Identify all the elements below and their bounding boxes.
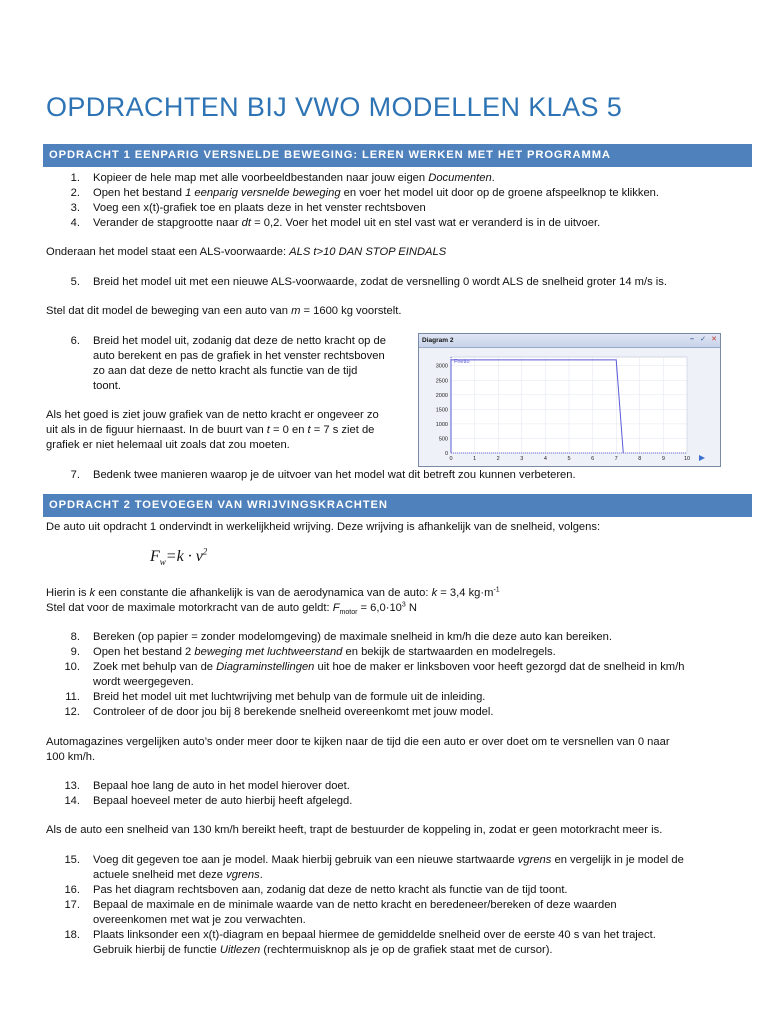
item-10-line-2: wordt weergegeven.: [93, 676, 194, 688]
automagazines-line-2: 100 km/h.: [46, 751, 96, 763]
item-17-text: Bepaal de maximale en de minimale waarde van de netto kracht en beredeneer/bereken of deze waarden: [93, 899, 617, 911]
x-tick-label: 0: [449, 456, 453, 462]
item-7-number: 7.: [70, 469, 80, 481]
item-18-number: 18.: [64, 929, 80, 941]
graph-paragraph-line-1: Als het goed is ziet jouw grafiek van de netto kracht er ongeveer zo: [46, 409, 379, 421]
item-17-number: 17.: [64, 899, 80, 911]
item-8-text: Bereken (op papier = zonder modelomgeving) de maximale snelheid in km/h die deze auto kan bereiken.: [93, 631, 612, 643]
y-tick-label: 2000: [435, 392, 448, 399]
x-tick-label: 3: [520, 456, 524, 462]
item-1-text: Kopieer de hele map met alle voorbeeldbestanden naar jouw eigen Documenten.: [93, 172, 495, 184]
y-tick-label: 1000: [435, 421, 448, 428]
item-3-number: 3.: [70, 202, 80, 214]
page-title: OPDRACHTEN BIJ VWO MODELLEN KLAS 5: [46, 92, 623, 122]
check-icon[interactable]: ✓: [700, 336, 706, 343]
x-tick-label: 9: [661, 456, 665, 462]
item-11-number: 11.: [65, 691, 80, 703]
friction-formula: $F_w=k \cdot v^2$: [150, 546, 208, 568]
diagram-window-title: Diagram 2: [422, 337, 454, 344]
diagram-chart: [419, 347, 720, 466]
graph-paragraph-line-3: grafiek er niet helemaal uit zoals dat zou moeten.: [46, 439, 290, 451]
item-16-number: 16.: [64, 884, 80, 896]
x-tick-label: 2: [496, 456, 500, 462]
diagram-titlebar: [419, 334, 720, 348]
item-10-number: 10.: [64, 661, 80, 673]
section-2-header: OPDRACHT 2 TOEVOEGEN VAN WRIJVINGSKRACHTEN: [43, 494, 752, 517]
item-4-number: 4.: [70, 217, 80, 229]
section-1-header: OPDRACHT 1 EENPARIG VERSNELDE BEWEGING: LEREN WERKEN MET HET PROGRAMMA: [43, 144, 752, 167]
x-tick-label: 5: [567, 456, 571, 462]
item-6-line-2: auto berekent en pas de grafiek in het venster rechtsboven: [93, 350, 385, 362]
item-6-line-3: zo aan dat deze de netto kracht als functie van de tijd: [93, 365, 358, 377]
y-tick-label: 2500: [435, 378, 448, 385]
item-13-number: 13.: [64, 780, 80, 792]
play-icon: [699, 455, 705, 461]
x-tick-label: 10: [683, 456, 691, 462]
item-15-line-2: actuele snelheid met deze vgrens.: [93, 869, 263, 881]
item-9-text: Open het bestand 2 beweging met luchtweerstand en bekijk de startwaarden en modelregels.: [93, 646, 556, 658]
mass-paragraph: Stel dat dit model de beweging van een auto van m = 1600 kg voorstelt.: [46, 305, 402, 317]
y-tick-label: 500: [438, 436, 448, 443]
x-tick-label: 6: [591, 456, 595, 462]
item-5-number: 5.: [70, 276, 80, 288]
item-10-text: Zoek met behulp van de Diagraminstellingen uit hoe de maker er linksboven voor heeft gezorgd dat de snelheid in km/h: [93, 661, 685, 673]
item-12-text: Controleer of de door jou bij 8 berekende snelheid overeenkomt met jouw model.: [93, 706, 494, 718]
item-2-text: Open het bestand 1 eenparig versnelde beweging en voer het model uit door op de groene afspeelknop te klikken.: [93, 187, 659, 199]
x-tick-label: 8: [638, 456, 642, 462]
automagazines-line-1: Automagazines vergelijken auto’s onder meer door te kijken naar de tijd die een auto er over doet om te versnellen van 0 naar: [46, 736, 670, 748]
item-12-number: 12.: [64, 706, 80, 718]
x-tick-label: 4: [543, 456, 547, 462]
item-14-text: Bepaal hoeveel meter de auto hierbij heeft afgelegd.: [93, 795, 353, 807]
item-15-number: 15.: [64, 854, 80, 866]
graph-paragraph-line-2: uit als in de figuur hiernaast. In de buurt van t = 0 en t = 7 s ziet de: [46, 424, 375, 436]
item-14-number: 14.: [64, 795, 80, 807]
legend-label: Fnetto: [454, 359, 470, 365]
item-8-number: 8.: [70, 631, 80, 643]
als-condition-paragraph: Onderaan het model staat een ALS-voorwaarde: ALS t>10 DAN STOP EINDALS: [46, 246, 447, 258]
item-6-line-4: toont.: [93, 380, 121, 392]
x-tick-label: 1: [473, 456, 477, 462]
item-6-number: 6.: [70, 335, 80, 347]
item-6-line-1: Breid het model uit, zodanig dat deze de netto kracht op de: [93, 335, 386, 347]
item-1-number: 1.: [70, 172, 80, 184]
max-motor-force-line: Stel dat voor de maximale motorkracht van de auto geldt: $F_{motor} = 6,0\cdot 10^3$ N: [46, 601, 418, 617]
item-4-text: Verander de stapgrootte naar dt = 0,2. Voer het model uit en stel vast wat er veranderd is in de uitvoer.: [93, 217, 601, 229]
item-16-text: Pas het diagram rechtsboven aan, zodanig dat deze de netto kracht als functie van de tijd toont.: [93, 884, 568, 896]
item-3-text: Voeg een x(t)-grafiek toe en plaats deze in het venster rechtsboven: [93, 202, 426, 214]
clutch-paragraph: Als de auto een snelheid van 130 km/h bereikt heeft, trapt de bestuurder de koppeling in, zodat er geen motorkracht meer is.: [46, 824, 663, 836]
item-2-number: 2.: [70, 187, 80, 199]
item-11-text: Breid het model uit met luchtwrijving met behulp van de formule uit de inleiding.: [93, 691, 486, 703]
y-tick-label: 1500: [435, 407, 448, 414]
y-tick-label: 3000: [435, 363, 448, 370]
constant-k-line: Hierin is k een constante die afhankelijk is van de aerodynamica van de auto: k = 3,4 $kg\cdot m^{-1}$: [46, 586, 500, 599]
y-tick-label: 0: [444, 451, 448, 457]
item-7-text: Bedenk twee manieren waarop je de uitvoer van het model wat dit betreft zou kunnen verbeteren.: [93, 469, 576, 481]
minimize-icon[interactable]: –: [690, 336, 694, 343]
item-17-line-2: overeenkomen met wat je zou verwachten.: [93, 914, 306, 926]
item-9-number: 9.: [70, 646, 80, 658]
diagram-window: [418, 333, 721, 467]
item-15-text: Voeg dit gegeven toe aan je model. Maak hierbij gebruik van een nieuwe startwaarde vgrens en vergelijk in je model de: [93, 854, 684, 866]
section-2-intro: De auto uit opdracht 1 ondervindt in werkelijkheid wrijving. Deze wrijving is afhankelijk van de snelheid, volgens:: [46, 521, 601, 533]
x-tick-label: 7: [614, 456, 618, 462]
item-18-line-2: Gebruik hierbij de functie Uitlezen (rechtermuisknop als je op de grafiek staat met de cursor).: [93, 944, 553, 956]
item-5-text: Breid het model uit met een nieuwe ALS-voorwaarde, zodat de versnelling 0 wordt ALS de snelheid groter 14 m/s is.: [93, 276, 667, 288]
close-icon[interactable]: ✕: [711, 336, 717, 343]
item-18-text: Plaats linksonder een x(t)-diagram en bepaal hiermee de gemiddelde snelheid over de eerste 40 s van het traject.: [93, 929, 656, 941]
item-13-text: Bepaal hoe lang de auto in het model hierover doet.: [93, 780, 350, 792]
